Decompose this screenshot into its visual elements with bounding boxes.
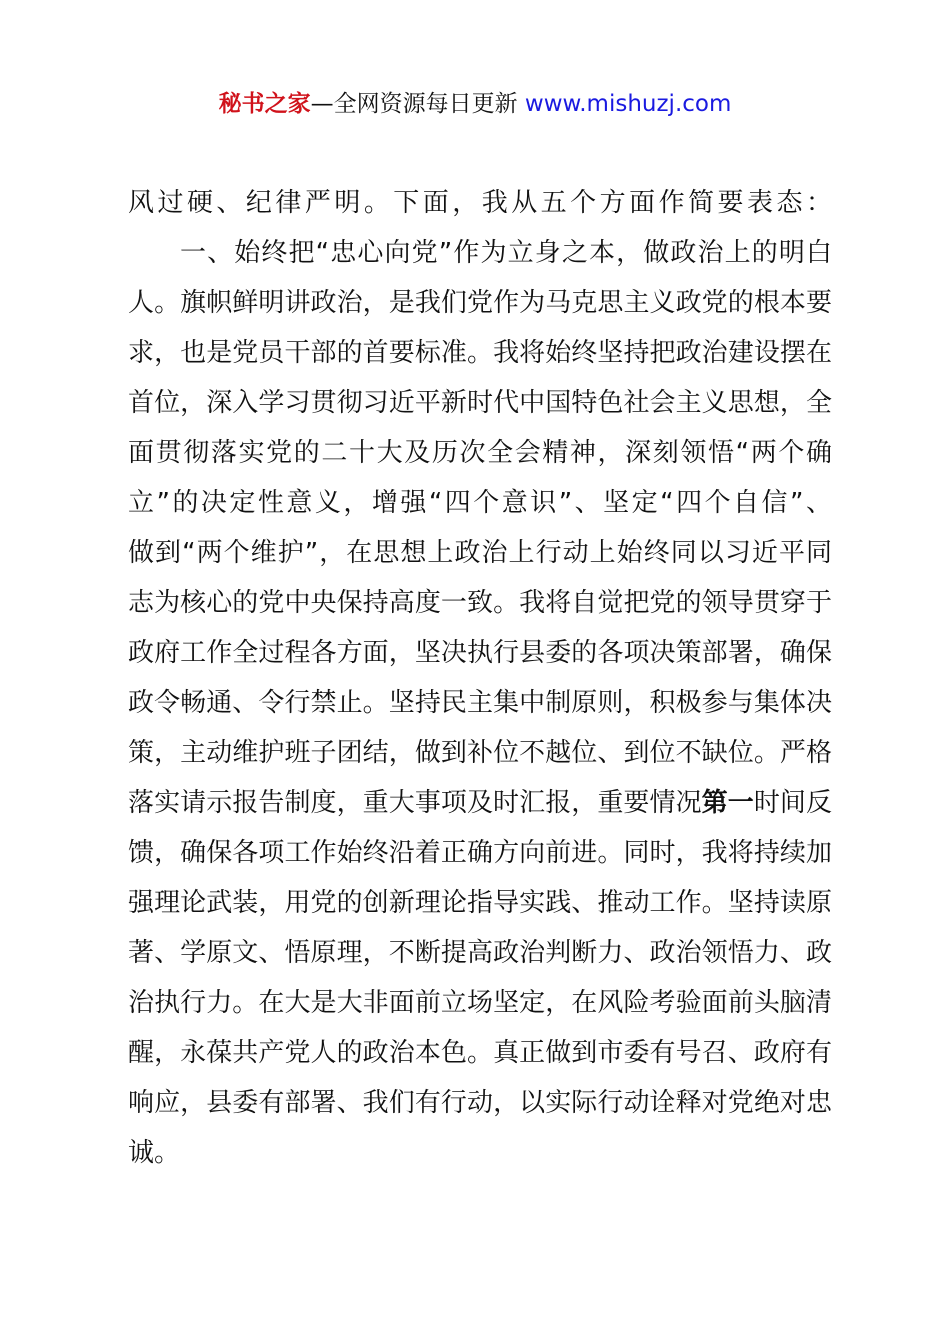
body-line: 政令畅通、令行禁止。坚持民主集中制原则，积极参与集体决 xyxy=(128,688,832,718)
brand-name: 秘书之家 xyxy=(218,91,311,117)
body-line: 治执行力。在大是大非面前立场坚定，在风险考验面前头脑清 xyxy=(128,988,832,1018)
body-line: 立”的决定性意义，增强“四个意识”、坚定“四个自信”、 xyxy=(128,488,832,518)
site-url-link[interactable]: www.mishuzj.com xyxy=(524,91,732,117)
page-header xyxy=(0,86,950,122)
header-tagline: —全网资源每日更新 xyxy=(310,91,518,117)
body-line: 面贯彻落实党的二十大及历次全会精神，深刻领悟“两个确 xyxy=(128,438,832,468)
body-line: 醒，永葆共产党人的政治本色。真正做到市委有号召、政府有 xyxy=(128,1038,832,1068)
body-line: 策，主动维护班子团结，做到补位不越位、到位不缺位。严格 xyxy=(128,738,832,768)
body-line: 著、学原文、悟原理，不断提高政治判断力、政治领悟力、政 xyxy=(128,938,832,968)
body-line: 首位，深入学习贯彻习近平新时代中国特色社会主义思想，全 xyxy=(128,388,832,418)
body-line: 人。旗帜鲜明讲政治，是我们党作为马克思主义政党的根本要 xyxy=(128,288,832,318)
document-body xyxy=(128,178,832,1178)
body-line: 馈，确保各项工作始终沿着正确方向前进。同时，我将持续加 xyxy=(128,838,832,868)
body-line: 强理论武装，用党的创新理论指导实践、推动工作。坚持读原 xyxy=(128,888,832,918)
line-text-before: 落实请示报告制度，重大事项及时汇报，重要情况 xyxy=(128,788,702,818)
emphasis-text: 第一 xyxy=(701,788,754,818)
body-line-last: 诚。 xyxy=(128,1138,181,1168)
body-line: 求，也是党员干部的首要标准。我将始终坚持把政治建设摆在 xyxy=(128,338,832,368)
body-line: 风过硬、纪律严明。下面，我从五个方面作简要表态： xyxy=(128,188,832,218)
section-heading-line: 一、始终把“忠心向党”作为立身之本，做政治上的明白 xyxy=(180,238,832,268)
body-line: 志为核心的党中央保持高度一致。我将自觉把党的领导贯穿于 xyxy=(128,588,832,618)
line-text-after: 时间反 xyxy=(753,788,832,818)
body-line: 做到“两个维护”，在思想上政治上行动上始终同以习近平同 xyxy=(128,538,832,568)
body-line: 政府工作全过程各方面，坚决执行县委的各项决策部署，确保 xyxy=(128,638,832,668)
body-line-with-emphasis xyxy=(128,778,832,828)
body-line: 响应，县委有部署、我们有行动，以实际行动诠释对党绝对忠 xyxy=(128,1088,832,1118)
